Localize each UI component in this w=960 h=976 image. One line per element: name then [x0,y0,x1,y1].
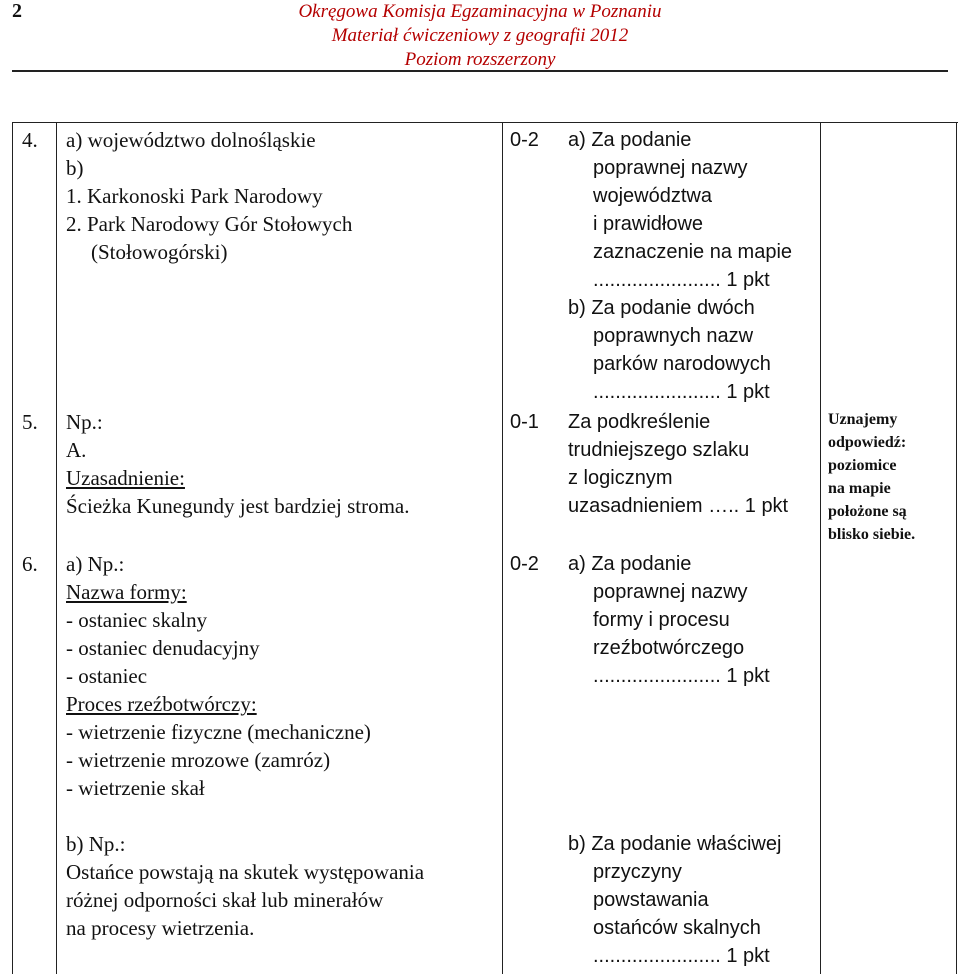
q4-criteria-score: ....................... 1 pkt [593,269,770,291]
q5-remark-line: odpowiedź: [828,434,907,451]
q6a-criteria-line: rzeźbotwórczego [593,637,745,659]
q6b-criteria-line: b) Za podanie właściwej [568,833,782,855]
q4-answer-line: 2. Park Narodowy Gór Stołowych [66,212,353,236]
q6a-process-label: Proces rzeźbotwórczy: [66,692,257,716]
q4-criteria-line: zaznaczenie na mapie [593,241,793,263]
answer-key-table [12,122,958,974]
q5-answer-line: Np.: [66,410,103,434]
page-number: 2 [12,0,22,22]
q6a-criteria-line: a) Za podanie [568,553,692,575]
q4-points: 0-2 [510,129,539,151]
q6b-answer-line: Ostańce powstają na skutek występowania [66,860,425,884]
q4-criteria-line: b) Za podanie dwóch [568,297,755,319]
q6a-answer-line: - ostaniec [66,664,148,688]
q5-remark-line: poziomice [828,457,897,474]
q6a-answer-line: - ostaniec denudacyjny [66,636,260,660]
q4-answer-line: a) województwo dolnośląskie [66,128,316,152]
q6-points: 0-2 [510,553,539,575]
q4-criteria-line: a) Za podanie [568,129,692,151]
table-border-criteria-col [820,122,821,974]
q6a-criteria-score: ....................... 1 pkt [593,665,770,687]
q6a-answer-line: - wietrzenie skał [66,776,205,800]
q5-remark-line: na mapie [828,480,891,497]
q4-answer-line: b) [66,156,84,180]
header-institution: Okręgowa Komisja Egzaminacyjna w Poznaniu [298,1,662,22]
q5-criteria-line: z logicznym [568,467,673,489]
table-top-border [12,122,958,123]
q5-remark-line: Uznajemy [828,411,898,428]
q5-criteria-line: Za podkreślenie [568,411,711,433]
q6b-criteria-line: powstawania [593,889,709,911]
header-divider [12,70,948,72]
q6a-answer-line: a) Np.: [66,552,125,576]
q6a-answer-line: - ostaniec skalny [66,608,208,632]
q5-justification-label: Uzasadnienie: [66,466,185,490]
q5-criteria-line: trudniejszego szlaku [568,439,750,461]
table-border-left [12,122,13,974]
q4-criteria-line: poprawnych nazw [593,325,754,347]
q4-answer-line: (Stołowogórski) [91,240,228,264]
q5-criteria-score: uzasadnieniem ….. 1 pkt [568,495,789,517]
question-number-4: 4. [22,128,38,152]
q5-remark-line: blisko siebie. [828,526,916,543]
q5-remark-line: położone są [828,503,907,520]
q6a-criteria-line: poprawnej nazwy [593,581,748,603]
q6b-answer-line: różnej odporności skał lub minerałów [66,888,384,912]
q6a-form-name-label: Nazwa formy: [66,580,187,604]
question-number-5: 5. [22,410,38,434]
q6b-criteria-score: ....................... 1 pkt [593,945,770,967]
q5-answer-line: A. [66,438,87,462]
header-material: Materiał ćwiczeniowy z geografii 2012 [331,25,629,46]
q5-points: 0-1 [510,411,539,433]
table-border-right [956,122,957,974]
q6a-criteria-line: formy i procesu [593,609,730,631]
q5-answer-line: Ścieżka Kunegundy jest bardziej stroma. [66,494,410,518]
q4-criteria-line: województwa [593,185,712,207]
table-border-number-col [56,122,57,974]
q6b-criteria-line: ostańców skalnych [593,917,761,939]
header-level: Poziom rozszerzony [404,49,556,70]
q6b-answer-line: na procesy wietrzenia. [66,916,255,940]
q6b-criteria-line: przyczyny [593,861,682,883]
page-header [0,0,960,72]
q4-criteria-line: poprawnej nazwy [593,157,748,179]
q4-criteria-score: ....................... 1 pkt [593,381,770,403]
question-number-6: 6. [22,552,38,576]
q6a-answer-line: - wietrzenie mrozowe (zamróz) [66,748,331,772]
q4-criteria-line: parków narodowych [593,353,771,375]
q4-answer-line: 1. Karkonoski Park Narodowy [66,184,323,208]
q4-criteria-line: i prawidłowe [593,213,704,235]
table-border-answer-col [502,122,503,974]
q6a-answer-line: - wietrzenie fizyczne (mechaniczne) [66,720,371,744]
q6b-answer-line: b) Np.: [66,832,126,856]
